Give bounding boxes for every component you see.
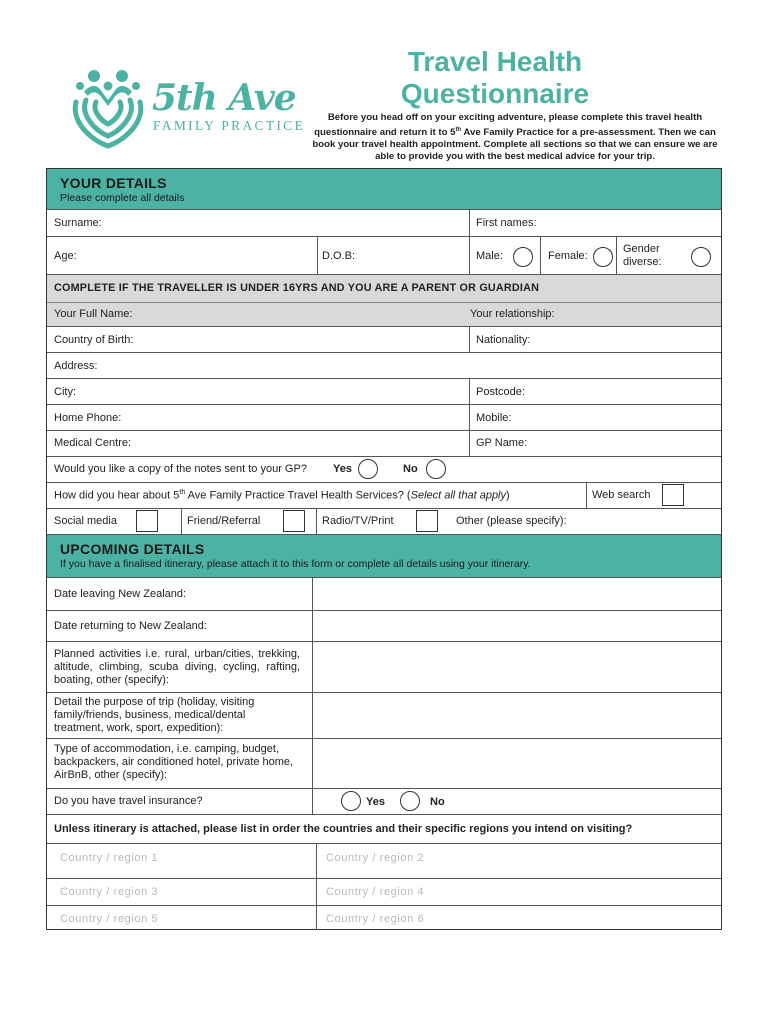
social-media-label: Social media <box>54 515 117 527</box>
your-details-title: YOUR DETAILS <box>60 175 167 191</box>
country-region-4-input[interactable]: Country / region 4 <box>326 886 425 898</box>
guardian-title: COMPLETE IF THE TRAVELLER IS UNDER 16YRS AND YOU ARE A PARENT OR GUARDIAN <box>54 282 540 294</box>
medical-centre-field[interactable] <box>54 433 468 455</box>
medical-centre-label: Medical Centre: <box>54 437 132 449</box>
address-label: Address: <box>54 360 98 372</box>
radio-tv-print-label: Radio/TV/Print <box>322 515 394 527</box>
upcoming-details-title: UPCOMING DETAILS <box>60 541 205 557</box>
divider <box>181 508 182 534</box>
divider <box>47 788 721 789</box>
title-line-1: Travel Health <box>407 46 583 77</box>
divider <box>47 430 721 431</box>
nationality-field[interactable] <box>476 329 716 351</box>
gender-diverse-label: Gender diverse: <box>623 243 662 268</box>
gp-name-label: GP Name: <box>476 437 528 449</box>
friend-referral-checkbox[interactable] <box>283 510 305 532</box>
divider <box>47 641 721 642</box>
full-name-field[interactable] <box>54 304 459 325</box>
other-field[interactable] <box>576 511 716 531</box>
divider <box>47 843 721 844</box>
hear-text-c: ) <box>506 489 510 502</box>
postcode-label: Postcode: <box>476 386 525 398</box>
divider <box>616 236 617 274</box>
divider <box>47 378 721 379</box>
home-phone-label: Home Phone: <box>54 412 122 424</box>
relationship-field[interactable] <box>470 304 716 325</box>
date-returning-label: Date returning to New Zealand: <box>54 620 207 632</box>
date-leaving-field[interactable] <box>316 580 716 608</box>
web-search-checkbox[interactable] <box>662 484 684 506</box>
first-names-field[interactable] <box>476 212 716 238</box>
country-region-3-input[interactable]: Country / region 3 <box>60 886 159 898</box>
divider <box>47 352 721 353</box>
insurance-yes-radio[interactable] <box>341 791 361 811</box>
hear-text-b: Ave Family Practice Travel Health Services? ( <box>185 489 411 502</box>
city-field[interactable] <box>54 381 468 403</box>
dob-field[interactable] <box>322 240 467 274</box>
hear-text-italic: Select all that apply <box>410 489 506 502</box>
planned-activities-label: Planned activities i.e. rural, urban/cities, trekking, altitude, climbing, scuba diving, cycling, rafting, boating, other (specify): <box>54 648 300 686</box>
gp-copy-question: Would you like a copy of the notes sent to your GP? <box>54 463 307 475</box>
surname-label: Surname: <box>54 217 102 229</box>
divider <box>586 482 587 508</box>
divider <box>47 738 721 739</box>
divider <box>469 404 470 430</box>
insurance-no-label: No <box>430 796 445 808</box>
divider <box>47 814 721 815</box>
countries-instruction: Unless itinerary is attached, please list in order the countries and their specific regions you intend on visiting? <box>54 823 633 835</box>
accommodation-label: Type of accommodation, i.e. camping, budget, backpackers, air conditioned hotel, private home, AirBnB, other (specify): <box>54 743 294 781</box>
accommodation-field[interactable] <box>316 741 716 785</box>
divider <box>312 577 313 814</box>
intro-sup: th <box>455 127 462 133</box>
surname-field[interactable] <box>54 212 468 238</box>
dob-label: D.O.B: <box>322 250 356 262</box>
intro-text-a: Before you head off on your exciting adventure, please complete this travel health questionnaire and return it to 5 <box>314 112 703 139</box>
divider <box>47 482 721 483</box>
divider <box>540 236 541 274</box>
page-title <box>340 46 650 110</box>
divider <box>469 236 470 274</box>
divider <box>469 326 470 352</box>
title-line-2: Questionnaire <box>400 78 590 109</box>
divider <box>317 236 318 274</box>
divider <box>47 878 721 879</box>
divider <box>469 209 470 236</box>
divider <box>47 236 721 237</box>
divider <box>47 302 721 303</box>
home-phone-field[interactable] <box>54 407 468 429</box>
travel-insurance-label: Do you have travel insurance? <box>54 795 203 807</box>
mobile-label: Mobile: <box>476 412 512 424</box>
intro-text-b: Ave Family Practice for a pre-assessment. Then we can book your travel health appointment. Complete all sections so that we can ensure we are able to provide you with the best medical advice for your trip. <box>312 127 718 163</box>
web-search-label: Web search <box>592 489 651 501</box>
gender-diverse-radio[interactable] <box>691 247 711 267</box>
age-field[interactable] <box>54 240 316 274</box>
date-leaving-label: Date leaving New Zealand: <box>54 588 187 600</box>
age-label: Age: <box>54 250 77 262</box>
gp-copy-no-radio[interactable] <box>426 459 446 479</box>
logo-subtitle: FAMILY PRACTICE <box>153 118 306 133</box>
full-name-label: Your Full Name: <box>54 308 133 320</box>
hear-text-a: How did you hear about 5 <box>54 489 180 502</box>
divider <box>469 430 470 456</box>
male-radio[interactable] <box>513 247 533 267</box>
divider <box>47 577 721 578</box>
gp-copy-no-label: No <box>403 463 418 475</box>
divider <box>47 326 721 327</box>
divider <box>316 843 317 930</box>
postcode-field[interactable] <box>476 381 716 403</box>
country-region-1-input[interactable]: Country / region 1 <box>60 852 159 864</box>
male-label: Male: <box>476 250 503 262</box>
gp-copy-yes-radio[interactable] <box>358 459 378 479</box>
country-of-birth-field[interactable] <box>54 329 468 351</box>
gp-name-field[interactable] <box>476 433 716 455</box>
nationality-label: Nationality: <box>476 334 531 346</box>
divider <box>47 456 721 457</box>
relationship-label: Your relationship: <box>470 308 555 320</box>
divider <box>47 209 721 210</box>
divider <box>47 404 721 405</box>
insurance-yes-label: Yes <box>366 796 385 808</box>
country-region-2-input[interactable]: Country / region 2 <box>326 852 425 864</box>
country-region-5-input[interactable]: Country / region 5 <box>60 913 159 925</box>
address-field[interactable] <box>54 355 716 377</box>
hear-about-question <box>54 489 510 502</box>
divider <box>469 378 470 404</box>
divider <box>316 508 317 534</box>
social-media-checkbox[interactable] <box>136 510 158 532</box>
gp-copy-yes-label: Yes <box>333 463 352 475</box>
other-label: Other (please specify): <box>456 515 567 527</box>
logo-name: 5th Ave <box>152 77 296 119</box>
trip-purpose-field[interactable] <box>316 695 716 735</box>
divider <box>47 610 721 611</box>
divider <box>47 905 721 906</box>
planned-activities-field[interactable] <box>316 644 716 689</box>
country-of-birth-label: Country of Birth: <box>54 334 134 346</box>
hear-sup: th <box>179 489 186 496</box>
intro-text <box>306 112 724 163</box>
date-returning-field[interactable] <box>316 613 716 639</box>
trip-purpose-label: Detail the purpose of trip (holiday, visiting family/friends, business, medical/dental treatment, work, sport, expedition): <box>54 696 255 734</box>
city-label: City: <box>54 386 76 398</box>
female-radio[interactable] <box>593 247 613 267</box>
country-region-6-input[interactable]: Country / region 6 <box>326 913 425 925</box>
divider <box>47 692 721 693</box>
your-details-subtitle: Please complete all details <box>60 192 185 204</box>
divider <box>47 508 721 509</box>
friend-referral-label: Friend/Referral <box>187 515 261 527</box>
first-names-label: First names: <box>476 217 537 229</box>
insurance-no-radio[interactable] <box>400 791 420 811</box>
mobile-field[interactable] <box>476 407 716 429</box>
radio-tv-print-checkbox[interactable] <box>416 510 438 532</box>
female-label: Female: <box>548 250 588 262</box>
upcoming-details-subtitle: If you have a finalised itinerary, please attach it to this form or complete all details using your itinerary. <box>60 558 531 570</box>
